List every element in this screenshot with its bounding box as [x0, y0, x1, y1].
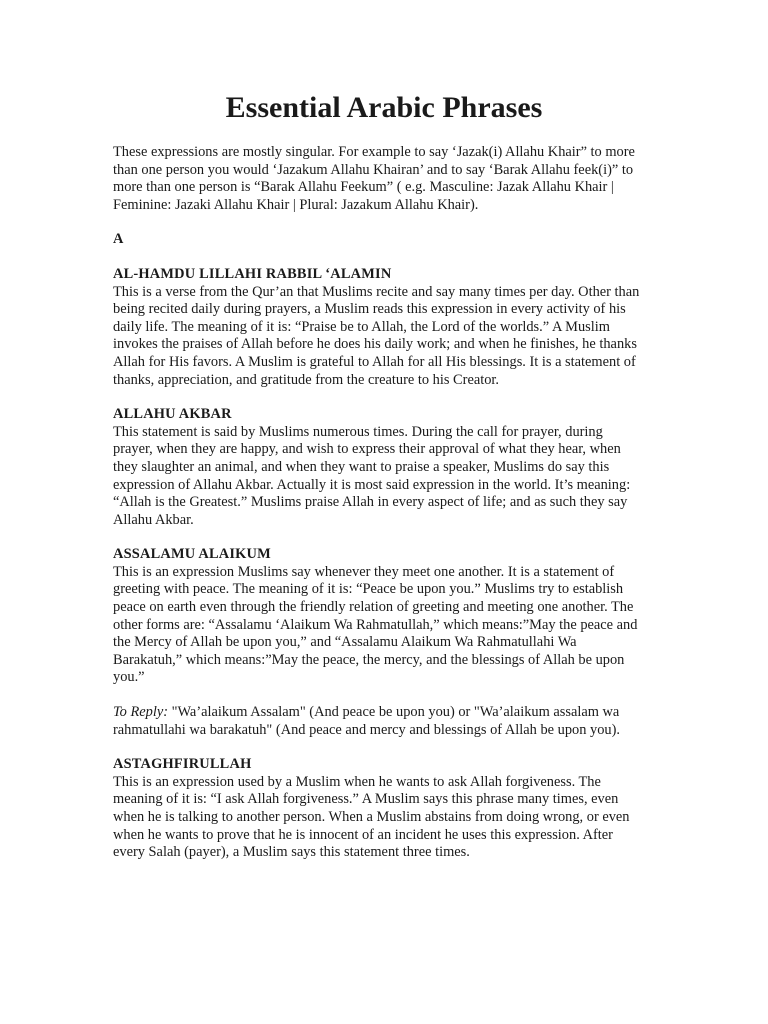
- document-body: [113, 144, 645, 862]
- entry-body: This is an expression used by a Muslim when he wants to ask Allah forgiveness. The meaning of it is: “I ask Allah forgiveness.” A Muslim says this phrase many times, even when he is talking to another person. When a Muslim abstains from doing wrong, or even when he wants to prove that he is innocent of an incident he uses this expression. After every Salah (payer), a Muslim says this statement three times.: [113, 773, 630, 861]
- entry-body: This is a verse from the Qur’an that Muslims recite and say many times per day. Other than being recited daily during prayers, a Muslim reads this expression in every activity of his daily life. The meaning of it is: “Praise be to Allah, the Lord of the worlds.” A Muslim invokes the praises of Allah before he does his daily work; and when he finishes, he thanks Allah for His favors. A Muslim is grateful to Allah for all His blessings. It is a statement of thanks, appreciation, and gratitude from the creature to his Creator.: [113, 283, 640, 388]
- reply-label: To Reply:: [113, 704, 169, 721]
- section-letter: A: [113, 231, 124, 248]
- entry-heading: ALLAHU AKBAR: [113, 406, 232, 423]
- entry-heading: AL-HAMDU LILLAHI RABBIL ‘ALAMIN: [113, 265, 392, 282]
- reply-text: "Wa’alaikum Assalam" (And peace be upon you) or "Wa’alaikum assalam wa rahmatullahi wa barakatuh" (And peace and mercy and blessings of Allah be upon you).: [113, 704, 620, 738]
- entry-body: This statement is said by Muslims numerous times. During the call for prayer, during prayer, when they are happy, and wish to express their approval of what they hear, when they slaughter an animal, and when they want to praise a speaker, Muslims do say this expression of Allahu Akbar. Actually it is most said expression in the world. It’s meaning: “Allah is the Greatest.” Muslims praise Allah in every aspect of life; and as such they say Allahu Akbar.: [113, 423, 631, 528]
- entry-body: This is an expression Muslims say whenever they meet one another. It is a statement of greeting with peace. The meaning of it is: “Peace be upon you.” Muslims try to establish peace on earth even through the friendly relation of greeting and meeting one another. The other forms are: “Assalamu ‘Alaikum Wa Rahmatullah,” which means:”May the peace and the Mercy of Allah be upon you,” and “Assalamu Alaikum Wa Rahmatullahi Wa Barakatuh,” which means:”May the peace, the mercy, and the blessings of Allah be upon you.”: [113, 563, 638, 686]
- reply-paragraph: [113, 704, 645, 739]
- page-title: Essential Arabic Phrases: [225, 91, 543, 124]
- entry-heading: ASTAGHFIRULLAH: [113, 756, 252, 773]
- intro-paragraph: These expressions are mostly singular. For example to say ‘Jazak(i) Allahu Khair” to more than one person you would ‘Jazakum Allahu Khairan’ and to say ‘Barak Allahu feek(i)” to more than one person is “Barak Allahu Feekum” ( e.g. Masculine: Jazak Allahu Khair | Feminine: Jazaki Allahu Khair | Plural: Jazakum Allahu Khair).: [113, 144, 635, 213]
- entry-heading: ASSALAMU ALAIKUM: [113, 546, 271, 563]
